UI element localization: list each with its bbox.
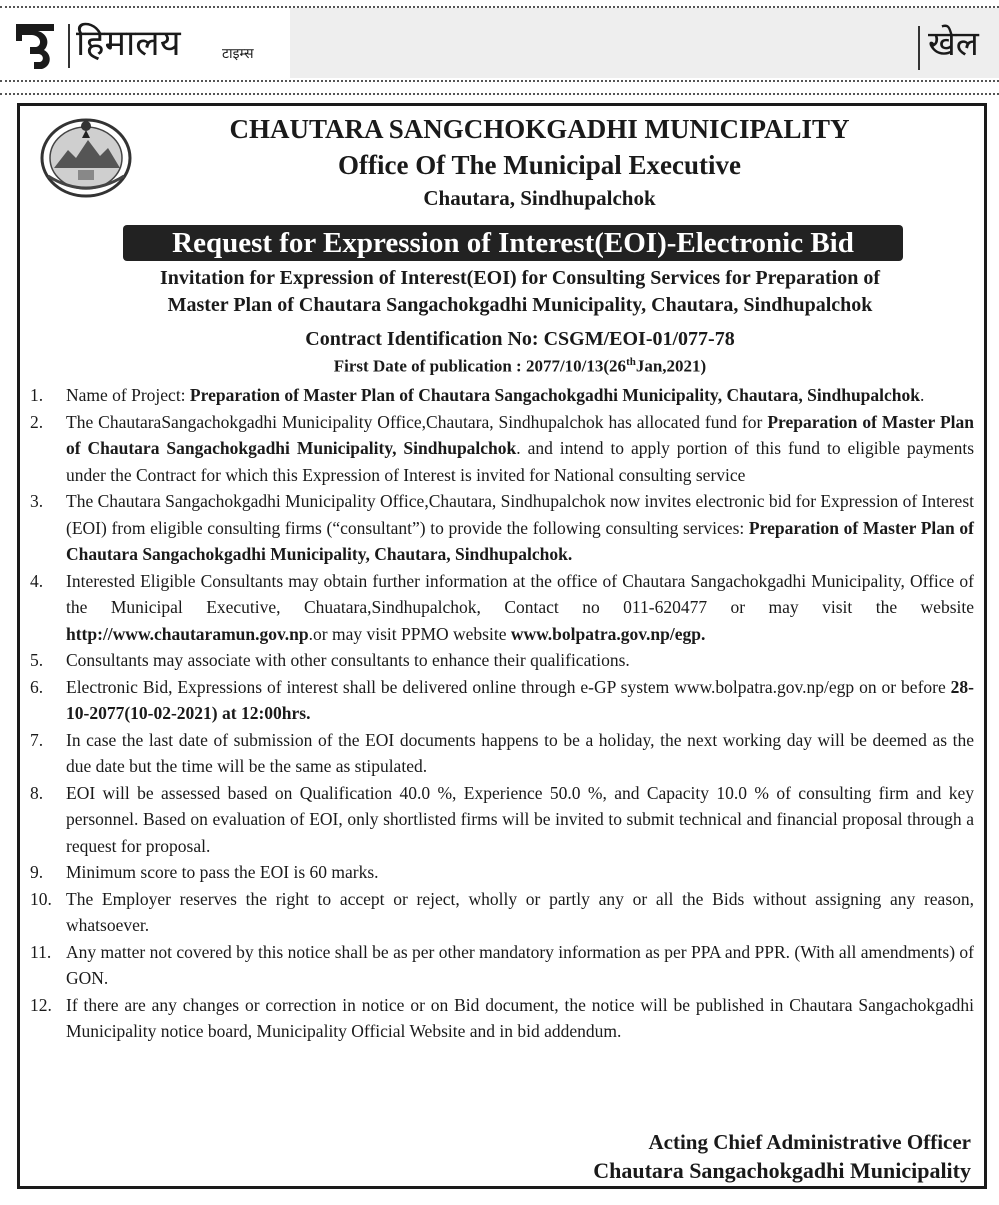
item-bold-text: Preparation of Master Plan of Chautara Sangachokgadhi Municipality, Chautara, Sindhupalchok.: [66, 517, 974, 564]
municipality-name: CHAUTARA SANGCHOKGADHI MUNICIPALITY: [229, 114, 850, 144]
item-number: 11.: [30, 941, 52, 962]
list-item: [30, 674, 974, 727]
newspaper-name: हिमालय: [76, 23, 181, 64]
item-number: 3.: [30, 491, 44, 511]
item-text: The Chautara Sangachokgadhi Municipality Office,Chautara, Sindhupalchok now invites electronic bid for Expression of Interest (EOI) from eligible consulting firms (“consultant”) to provide the following consulting services:: [66, 491, 974, 538]
item-number: 8.: [30, 782, 44, 803]
notice-title-banner: Request for Expression of Interest(EOI)-Electronic Bid: [123, 225, 903, 261]
item-text: In case the last date of submission of the EOI documents happens to be a holiday, the next working day will be deemed as the due date but the time will be the same as stipulated.: [66, 729, 974, 776]
signatory-organization: Chautara Sangachokgadhi Municipality: [593, 1158, 971, 1183]
item-number: 1.: [30, 385, 44, 405]
item-text: Minimum score to pass the EOI is 60 marks.: [66, 862, 379, 882]
masthead-dotted-rule: [0, 80, 999, 82]
top-dotted-rule: [0, 6, 999, 8]
item-number: 9.: [30, 862, 44, 882]
list-item: [30, 992, 974, 1045]
newspaper-sub: टाइम्स: [222, 46, 254, 62]
list-item: [30, 859, 974, 886]
item-text-end: .: [920, 385, 925, 405]
item-text-end: . and intend to apply portion of this fund to eligible payments under the Contract for which this Expression of Interest is invited for National consulting service: [66, 438, 974, 485]
newspaper-masthead: [0, 0, 999, 84]
list-item: [30, 939, 974, 992]
section-name: खेल: [928, 24, 979, 64]
item-number: 12.: [30, 994, 52, 1015]
publication-date-suffix: Jan,2021): [635, 356, 707, 376]
section-divider: [918, 26, 920, 70]
list-item: [30, 568, 974, 648]
item-text: Any matter not covered by this notice shall be as per other mandatory information as per PPA and PPR. (With all amendments) of GON.: [66, 941, 974, 988]
publication-date-sup: th: [626, 356, 636, 368]
invitation-line-2: Master Plan of Chautara Sangachokgadhi Municipality, Chautara, Sindhupalchok: [167, 294, 873, 316]
item-text: Electronic Bid, Expressions of interest shall be delivered online through e-GP system www.bolpatra.gov.np/egp on or before: [66, 676, 951, 697]
submission-deadline: 28-10-2077(10-02-2021) at 12:00hrs.: [66, 676, 974, 723]
ppmo-website-link[interactable]: www.bolpatra.gov.np/egp.: [510, 623, 706, 644]
item-bold-text: Preparation of Master Plan of Chautara Sangachokgadhi Municipality, Chautara, Sindhupalchok: [189, 385, 921, 405]
contract-identification: Contract Identification No: CSGM/EOI-01/077-78: [305, 328, 735, 350]
item-text: Name of Project:: [66, 385, 190, 405]
list-item: [30, 780, 974, 860]
item-number: 6.: [30, 676, 44, 697]
newspaper-logo-icon: [8, 14, 62, 72]
notice-items-list: [30, 382, 974, 1045]
item-number: 4.: [30, 570, 44, 591]
list-item: [30, 727, 974, 780]
office-location: Chautara, Sindhupalchok: [423, 186, 656, 210]
item-number: 5.: [30, 650, 44, 670]
list-item: [30, 886, 974, 939]
list-item: [30, 647, 974, 674]
publication-date: [40, 356, 999, 377]
list-item: [30, 488, 974, 568]
item-bold-text: Preparation of Master Plan of Chautara Sangachokgadhi Municipality, Sindhupalchok: [66, 411, 974, 458]
municipality-website-link[interactable]: http://www.chautaramun.gov.np: [66, 623, 309, 644]
item-text-mid: .or may visit PPMO website: [308, 623, 511, 644]
invitation-line-1: Invitation for Expression of Interest(EOI) for Consulting Services for Preparation of: [160, 267, 880, 289]
item-text: Consultants may associate with other consultants to enhance their qualifications.: [66, 650, 630, 670]
list-item: [30, 409, 974, 489]
item-number: 10.: [30, 888, 52, 909]
item-text: Interested Eligible Consultants may obtain further information at the office of Chautara Sangachokgadhi Municipality, Office of the Municipal Executive, Chuatara,Sindhupalchok, Contact no 011-620477 or may visit the website: [66, 570, 974, 617]
publication-date-prefix: First Date of publication : 2077/10/13(26: [333, 356, 627, 376]
masthead-gray-panel: [290, 8, 999, 78]
item-number: 7.: [30, 729, 44, 750]
item-text: EOI will be assessed based on Qualification 40.0 %, Experience 50.0 %, and Capacity 10.0 % of consulting firm and key personnel. Based on evaluation of EOI, only shortlisted firms will be invited to submit technical and financial proposal through a request for proposal.: [66, 782, 974, 856]
office-name: Office Of The Municipal Executive: [338, 150, 741, 180]
item-text: The Employer reserves the right to accept or reject, wholly or partly any or all the Bids without assigning any reason, whatsoever.: [66, 888, 974, 935]
notice-dotted-rule: [0, 93, 999, 95]
masthead-divider: [68, 24, 70, 68]
item-text: The ChautaraSangachokgadhi Municipality Office,Chautara, Sindhupalchok has allocated fund for: [66, 411, 768, 432]
signatory-title: Acting Chief Administrative Officer: [648, 1130, 971, 1154]
list-item: [30, 382, 974, 409]
item-text: If there are any changes or correction in notice or on Bid document, the notice will be published in Chautara Sangachokgadhi Municipality notice board, Municipality Official Website and in bid addendum.: [66, 994, 974, 1041]
item-number: 2.: [30, 411, 44, 432]
